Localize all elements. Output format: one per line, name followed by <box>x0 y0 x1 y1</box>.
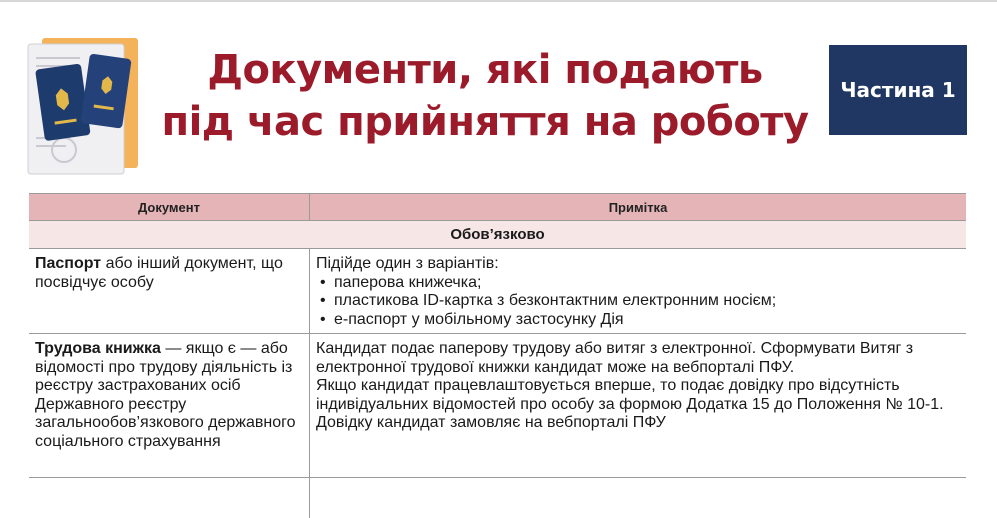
documents-table <box>29 193 966 494</box>
part-badge: Частина 1 <box>829 45 967 135</box>
table-header-row <box>29 194 966 221</box>
document-cell <box>29 334 309 477</box>
table-row <box>29 249 966 334</box>
note-paragraph: Якщо кандидат працевлаштовується вперше, то подає довідку про відсутність індивідуальних відомостей про особу за формою Додатка 15 до Положення № 10-1. Довідку кандидат замовляє на вебпорталі ПФУ <box>316 377 944 431</box>
note-intro: Підійде один з варіантів: <box>316 255 499 272</box>
document-cell <box>29 249 309 333</box>
document-cell <box>29 478 309 518</box>
documents-passports-illustration <box>20 28 150 178</box>
column-header-document: Документ <box>138 200 200 215</box>
note-cell <box>309 249 966 333</box>
note-paragraph: Кандидат подає паперову трудову або витяг з електронної. Сформувати Витяг з електронної трудової книжки кандидат може на вебпорталі ПФУ. <box>316 340 914 376</box>
note-cell <box>309 334 966 477</box>
top-border <box>0 0 997 2</box>
document-name: Трудова книжка <box>35 340 161 357</box>
title-line-2: під час прийняття на роботу <box>161 99 809 145</box>
list-item: • е-паспорт у мобільному застосунку Дія <box>320 311 960 330</box>
page-title <box>150 44 820 148</box>
document-description: — якщо є — або відомості про трудову діяльність із реєстру застрахованих осіб Державного реєстру загальнообов’язкового державного соціального страхування <box>35 340 296 450</box>
list-item: • паперова книжечка; <box>320 274 960 293</box>
section-row-mandatory: Обов’язково <box>29 221 966 249</box>
title-line-1: Документи, які подають <box>207 47 763 93</box>
table-row <box>29 334 966 478</box>
note-cell <box>309 478 966 518</box>
list-item: • пластикова ID-картка з безконтактним електронним носієм; <box>320 292 960 311</box>
document-description: або інший документ, що посвідчує особу <box>35 255 283 291</box>
table-row-cut-off <box>29 478 966 518</box>
document-name: Паспорт <box>35 255 102 272</box>
column-header-note: Примітка <box>309 194 966 220</box>
note-list <box>316 274 960 330</box>
